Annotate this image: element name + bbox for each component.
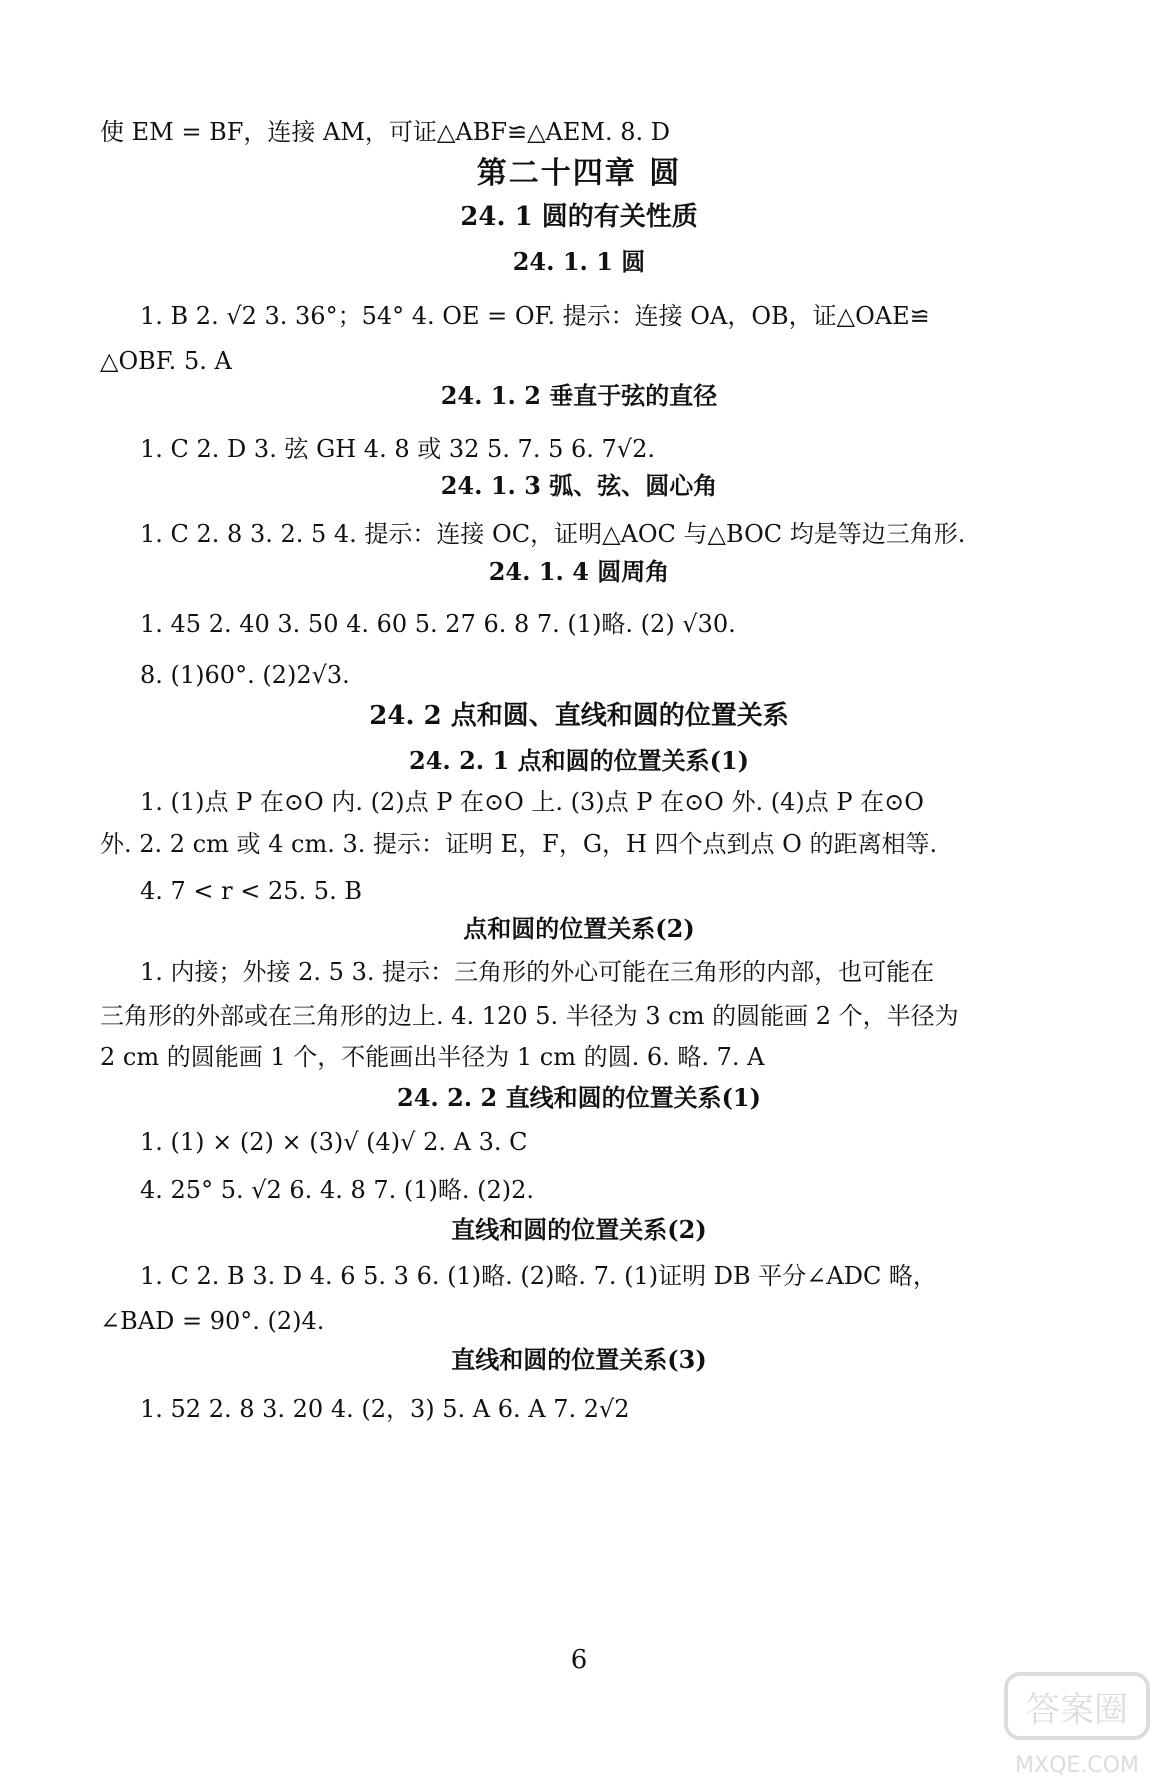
answer-line: △OBF. 5. A: [100, 347, 232, 375]
answer-line: 1. C 2. 8 3. 2. 5 4. 提示：连接 OC，证明△AOC 与△BOC 均是等边三角形.: [140, 520, 966, 548]
subsection-heading-24-1-1: 24. 1. 1 圆: [512, 247, 646, 276]
answer-line: 4. 25° 5. √2 6. 4. 8 7. (1)略. (2)2.: [140, 1176, 535, 1204]
subsection-heading-24-1-4: 24. 1. 4 圆周角: [488, 557, 670, 586]
answer-line: 1. 内接；外接 2. 5 3. 提示：三角形的外心可能在三角形的内部，也可能在: [140, 958, 935, 986]
subsection-heading-line-circle-2: 直线和圆的位置关系(2): [451, 1215, 707, 1244]
answer-line: 1. B 2. √2 3. 36°；54° 4. OE = OF. 提示：连接 OA，OB，证△OAE≌: [140, 302, 930, 330]
svg-text:MXQE.COM: MXQE.COM: [1015, 1753, 1139, 1778]
subsection-heading-24-1-3: 24. 1. 3 弧、弦、圆心角: [440, 471, 718, 500]
subsection-heading-24-2-2: 24. 2. 2 直线和圆的位置关系(1): [397, 1083, 761, 1112]
answer-line: 1. 45 2. 40 3. 50 4. 60 5. 27 6. 8 7. (1)略. (2) √30.: [140, 610, 736, 638]
answer-line: 1. (1) × (2) × (3)√ (4)√ 2. A 3. C: [140, 1128, 528, 1156]
answer-line: 三角形的外部或在三角形的边上. 4. 120 5. 半径为 3 cm 的圆能画 2 个，半径为: [100, 1002, 959, 1030]
answer-line: 4. 7 < r < 25. 5. B: [140, 877, 362, 905]
subsection-heading-line-circle-3: 直线和圆的位置关系(3): [451, 1345, 707, 1374]
svg-text:答案圈: 答案圈: [1026, 1690, 1128, 1730]
answer-line: 1. C 2. D 3. 弦 GH 4. 8 或 32 5. 7. 5 6. 7√2.: [140, 435, 655, 463]
subsection-heading-point-circle-2: 点和圆的位置关系(2): [463, 914, 695, 943]
page-number: 6: [570, 1645, 588, 1675]
section-heading-24-2: 24. 2 点和圆、直线和圆的位置关系: [369, 701, 789, 731]
watermark-logo: [1002, 1666, 1152, 1786]
answer-line: 1. 52 2. 8 3. 20 4. (2，3) 5. A 6. A 7. 2√2: [140, 1395, 630, 1423]
answer-line: 1. (1)点 P 在⊙O 内. (2)点 P 在⊙O 上. (3)点 P 在⊙O 外. (4)点 P 在⊙O: [140, 788, 924, 816]
continued-answer-line: 使 EM = BF，连接 AM，可证△ABF≌△AEM. 8. D: [100, 118, 671, 146]
subsection-heading-24-1-2: 24. 1. 2 垂直于弦的直径: [440, 381, 718, 410]
chapter-title: 第二十四章 圆: [476, 156, 682, 191]
answer-line: ∠BAD = 90°. (2)4.: [100, 1307, 325, 1335]
answer-line: 2 cm 的圆能画 1 个，不能画出半径为 1 cm 的圆. 6. 略. 7. A: [100, 1043, 765, 1071]
answer-line: 8. (1)60°. (2)2√3.: [140, 661, 350, 689]
section-heading-24-1: 24. 1 圆的有关性质: [460, 202, 698, 232]
answer-line: 外. 2. 2 cm 或 4 cm. 3. 提示：证明 E，F，G，H 四个点到点 O 的距离相等.: [100, 830, 938, 858]
subsection-heading-24-2-1: 24. 2. 1 点和圆的位置关系(1): [409, 746, 749, 775]
answer-line: 1. C 2. B 3. D 4. 6 5. 3 6. (1)略. (2)略. 7. (1)证明 DB 平分∠ADC 略，: [140, 1262, 937, 1290]
